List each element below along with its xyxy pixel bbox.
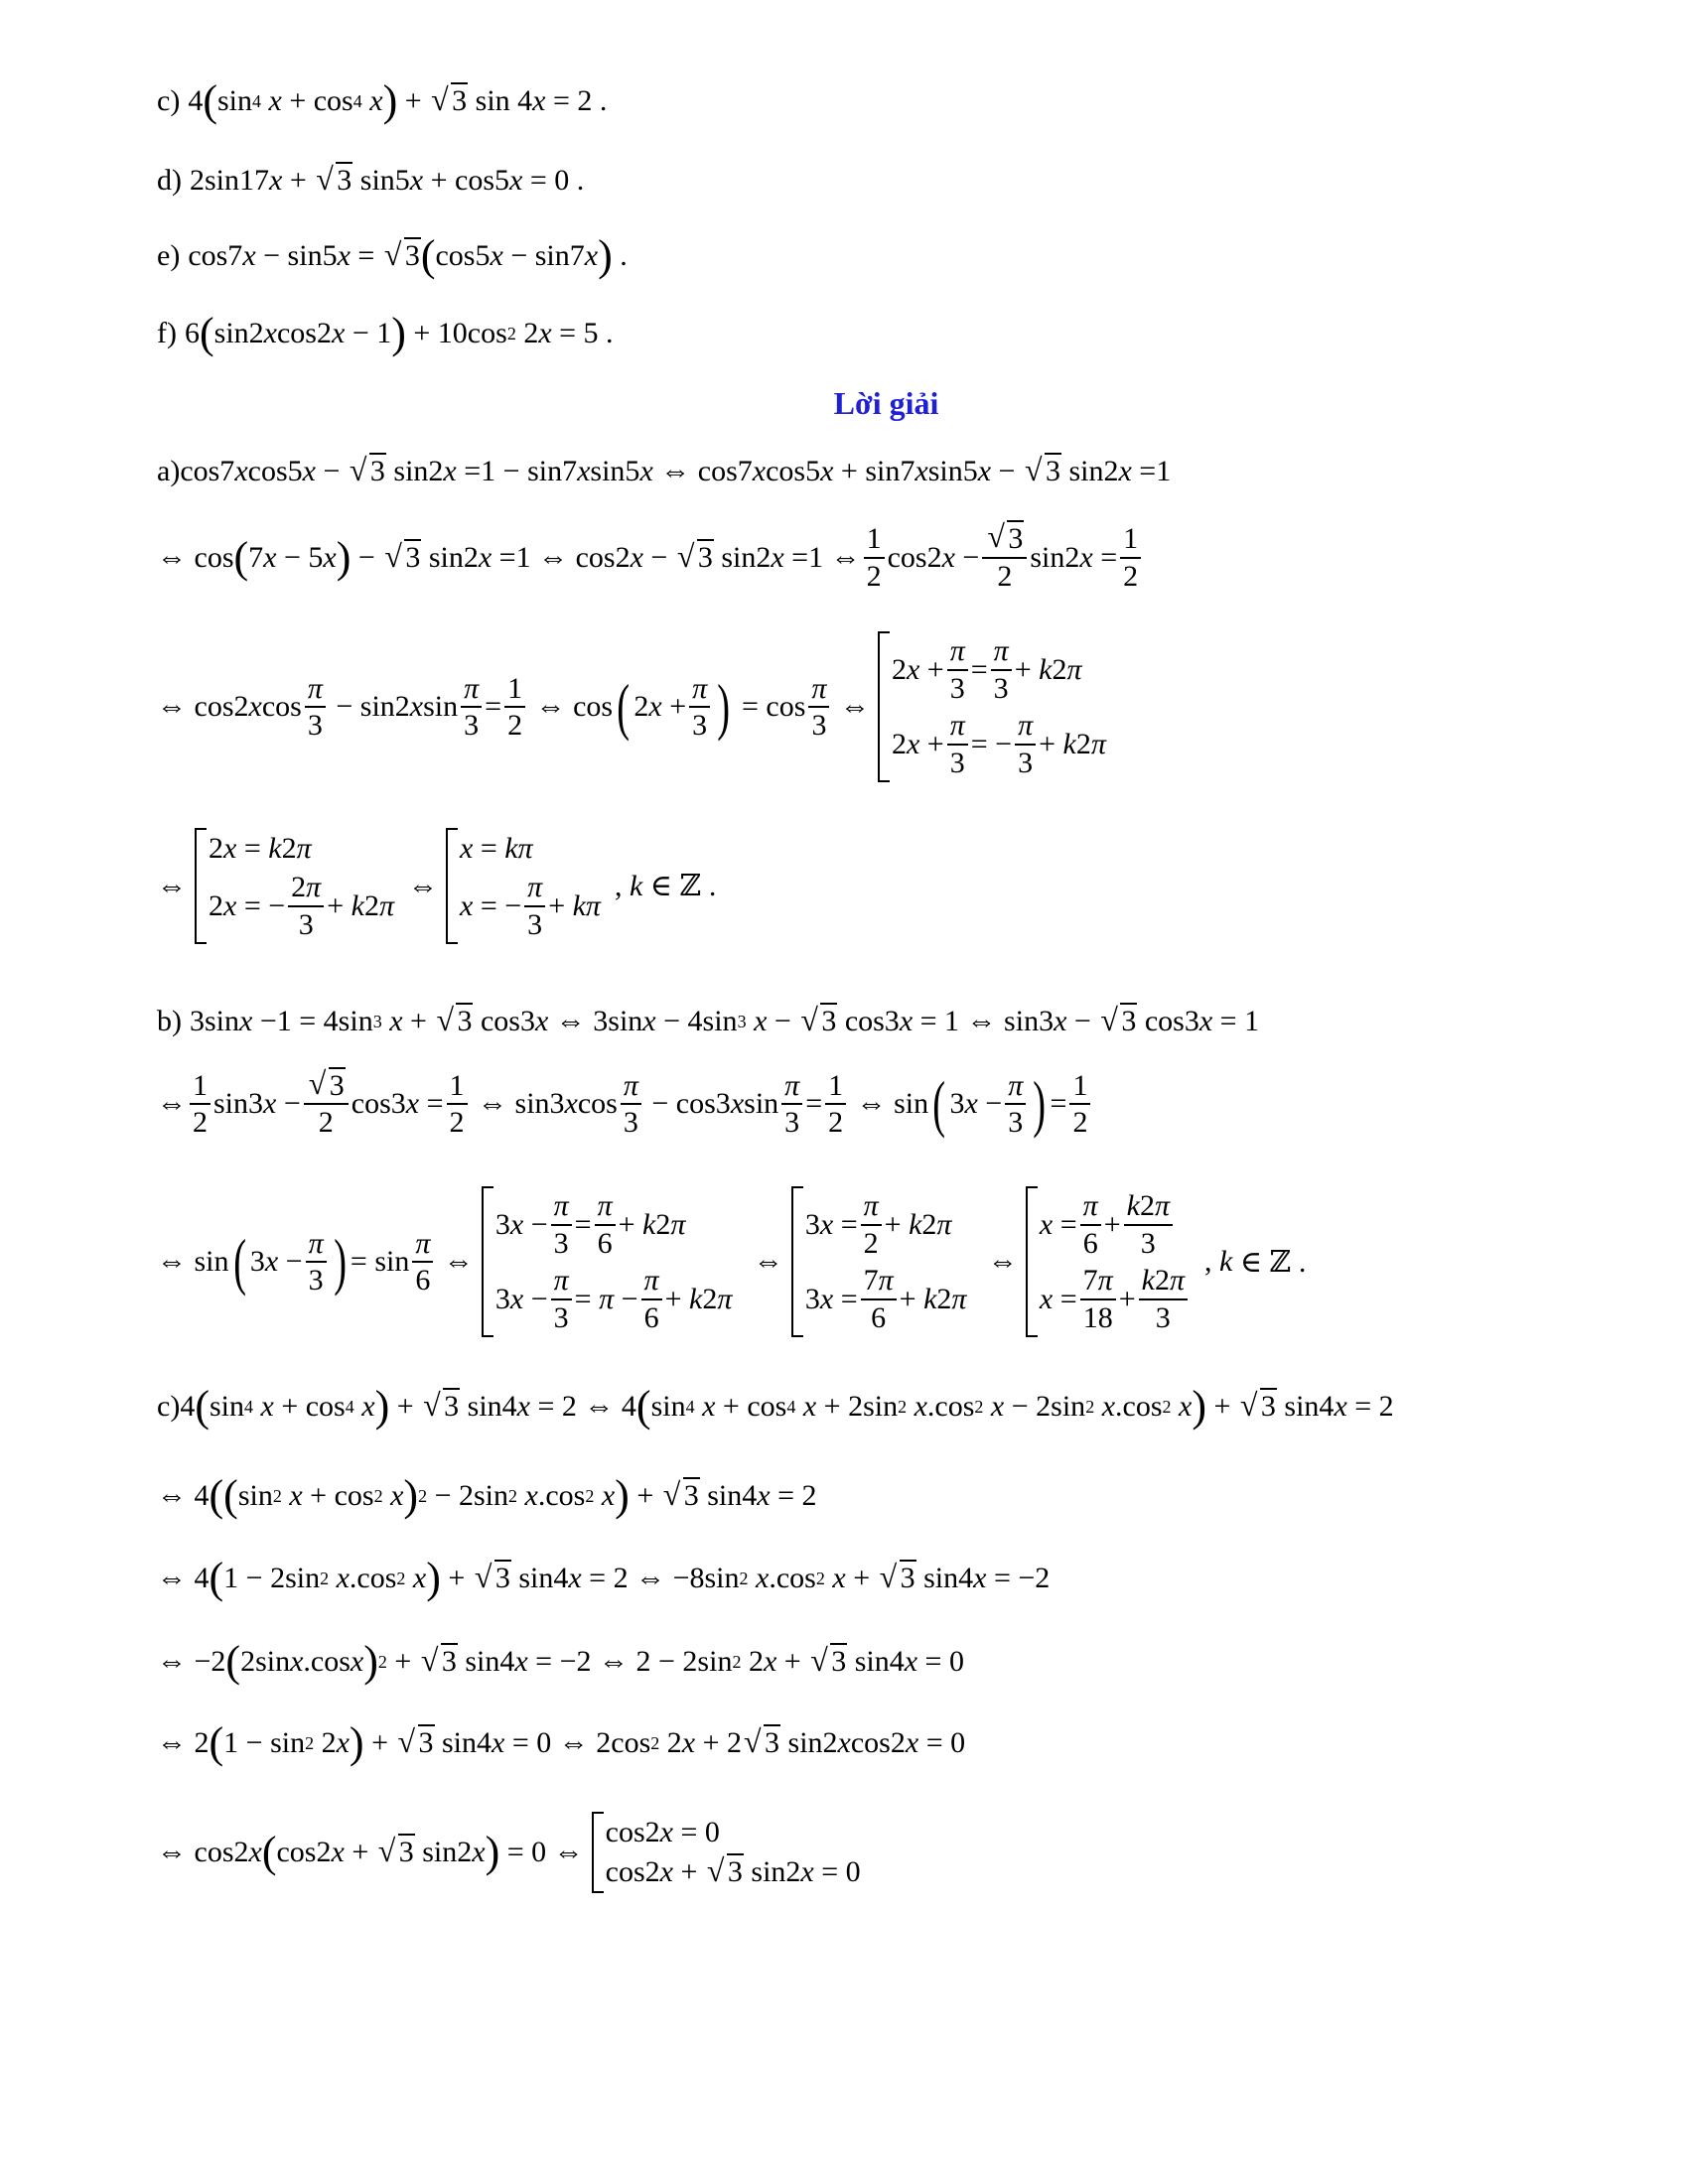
problem-f: f) 6 ( sin2 x cos2 x − 1 ) + 10cos 2 2 x = 5 .: [157, 309, 614, 357]
solution-heading: Lời giải: [833, 385, 939, 421]
solution-c-line-4: ⇔ −2 ( 2sin x .cos x ) 2 + √ 3 sin4 x = −2 ⇔ 2 − 2sin 2 2 x + √ 3 sin4 x = 0: [157, 1640, 964, 1684]
solution-c-line-3: ⇔ 4 ( 1 − 2sin 2 x .cos 2 x ) + √ 3 sin4 x = 2 ⇔ −8sin 2 x .cos 2 x + √ 3 sin4 x = −2: [157, 1557, 1050, 1600]
solution-a-line-4: ⇔ 2 x = k 2 π 2 x = − $\frac{2\pi}{3}$ + k 2 π ⇔ x = kπ x = − $\frac{\pi}{3}$ + kπ , k ∈ ℤ .: [157, 828, 716, 944]
part-label: c): [157, 1390, 181, 1423]
case-bracket: 2 x + $\frac{\pi}{3}$ = $\frac{\pi}{3}$ + k 2 π 2 x + $\frac{\pi}{3}$ = − $\frac{\pi}{3}$ + k 2 π: [878, 631, 1112, 782]
solution-c-line-1: c) 4 ( sin 4 x + cos 4 x ) + √ 3 sin4 x = 2 ⇔ 4 ( sin 4 x + cos 4 x + 2sin 2 x .cos 2 x − 2sin 2 x .cos 2 x ) + √ 3 sin4 x = 2: [157, 1385, 1394, 1429]
solution-c-line-6: ⇔ cos2 x ( cos2 x + √ 3 sin2 x ) = 0 ⇔ cos2 x = 0 cos2 x + √ 3 sin2 x = 0: [157, 1812, 875, 1893]
case-bracket: 2 x = k 2 π 2 x = − $\frac{2\pi}{3}$ + k 2 π: [195, 828, 400, 944]
problem-label: f): [157, 317, 177, 349]
case-bracket: x = $\frac{\pi}{6}$ + $\frac{k2\pi}{3}$ x = $\frac{7\pi}{18}$ + $\frac{k2\pi}{3}$: [1026, 1186, 1196, 1337]
problem-e: e) cos7 x − sin5 x = √ 3 ( cos5 x − sin7 x ) .: [157, 234, 628, 278]
case-bracket: x = kπ x = − $\frac{\pi}{3}$ + kπ: [446, 828, 607, 944]
solution-c-line-2: ⇔ 4 ( ( sin 2 x + cos 2 x ) 2 − 2sin 2 x .cos 2 x ) + √ 3 sin4 x = 2: [157, 1474, 817, 1518]
solution-b-line-1: b) 3sin x −1 = 4sin 3 x + √ 3 cos3 x ⇔ 3sin x − 4sin 3 x − √ 3 cos3 x = 1 ⇔ sin3 x − √ 3 cos3 x = 1: [157, 1005, 1259, 1038]
solution-b-line-3: ⇔ sin ( 3 x − $\frac{\pi}{3}$ ) = sin $\frac{\pi}{6}$ ⇔ 3 x − $\frac{\pi}{3}$ = $\frac{\pi}{6}$ + k 2 π 3 x − $\frac{\pi}{3}$ = π − $\frac{\pi}{6}$ + k 2 π ⇔ 3 x = $\frac{\pi}{2}$ + k 2 π 3 x = $\frac{7\pi}{6}$ + k 2 π ⇔ x = $\frac{\pi}{6}$ + $\frac{k2\pi}{3}$ x = $\frac{7\pi}{18}$ + $\frac{k2\pi}{3}$ , k ∈ ℤ .: [157, 1186, 1306, 1337]
solution-b-line-2: ⇔ $\frac{1}{2}$ sin3 x − √ $\frac{3}{2}$ cos3 x = $\frac{1}{2}$ ⇔ sin3 x cos $\frac{\pi}{3}$ − cos3 x sin $\frac{\pi}{3}$ = $\frac{1}{2}$ ⇔ sin ( 3 x − $\frac{\pi}{3}$ ) = $\frac{1}{2}$: [157, 1067, 1093, 1141]
case-bracket: 3 x = $\frac{\pi}{2}$ + k 2 π 3 x = $\frac{7\pi}{6}$ + k 2 π: [791, 1186, 973, 1337]
case-bracket: cos2 x = 0 cos2 x + √ 3 sin2 x = 0: [592, 1812, 867, 1893]
solution-a-line-3: ⇔ cos2 x cos $\frac{\pi}{3}$ − sin2 x sin $\frac{\pi}{3}$ = $\frac{1}{2}$ ⇔ cos ( 2 x + $\frac{\pi}{3}$ ) = cos $\frac{\pi}{3}$ ⇔ 2 x + $\frac{\pi}{3}$ = $\frac{\pi}{3}$ + k 2 π 2 x + $\frac{\pi}{3}$ = − $\frac{\pi}{3}$ + k 2 π: [157, 631, 1120, 782]
solution-a-line-1: a) cos7 x cos5 x − √ 3 sin2 x =1 − sin7 x sin5 x ⇔ cos7 x cos5 x + sin7 x sin5 x − √ 3 sin2 x =1: [157, 455, 1171, 488]
problem-label: e): [157, 239, 181, 272]
part-label: b): [157, 1005, 182, 1037]
problem-c: c) 4 ( sin 4 x + cos 4 x ) + √ 3 sin 4 x = 2 .: [157, 79, 607, 123]
case-bracket: 3 x − $\frac{\pi}{3}$ = $\frac{\pi}{6}$ + k 2 π 3 x − $\frac{\pi}{3}$ = π − $\frac{\pi}{6}$ + k 2 π: [482, 1186, 738, 1337]
problem-d: d) 2sin17 x + √ 3 sin5 x + cos5 x = 0 .: [157, 164, 584, 198]
problem-label: d): [157, 164, 182, 197]
problem-label: c): [157, 84, 181, 117]
part-label: a): [157, 455, 181, 487]
solution-a-line-2: ⇔ cos ( 7 x − 5 x ) − √ 3 sin2 x =1 ⇔ cos2 x − √ 3 sin2 x =1 ⇔ $\frac{1}{2}$ cos2 x − √ $\frac{3}{2}$ sin2 x = $\frac{1}{2}$: [157, 523, 1144, 592]
solution-c-line-5: ⇔ 2 ( 1 − sin 2 2 x ) + √ 3 sin4 x = 0 ⇔ 2cos 2 2 x + 2 √ 3 sin2 x cos2 x = 0: [157, 1721, 965, 1765]
